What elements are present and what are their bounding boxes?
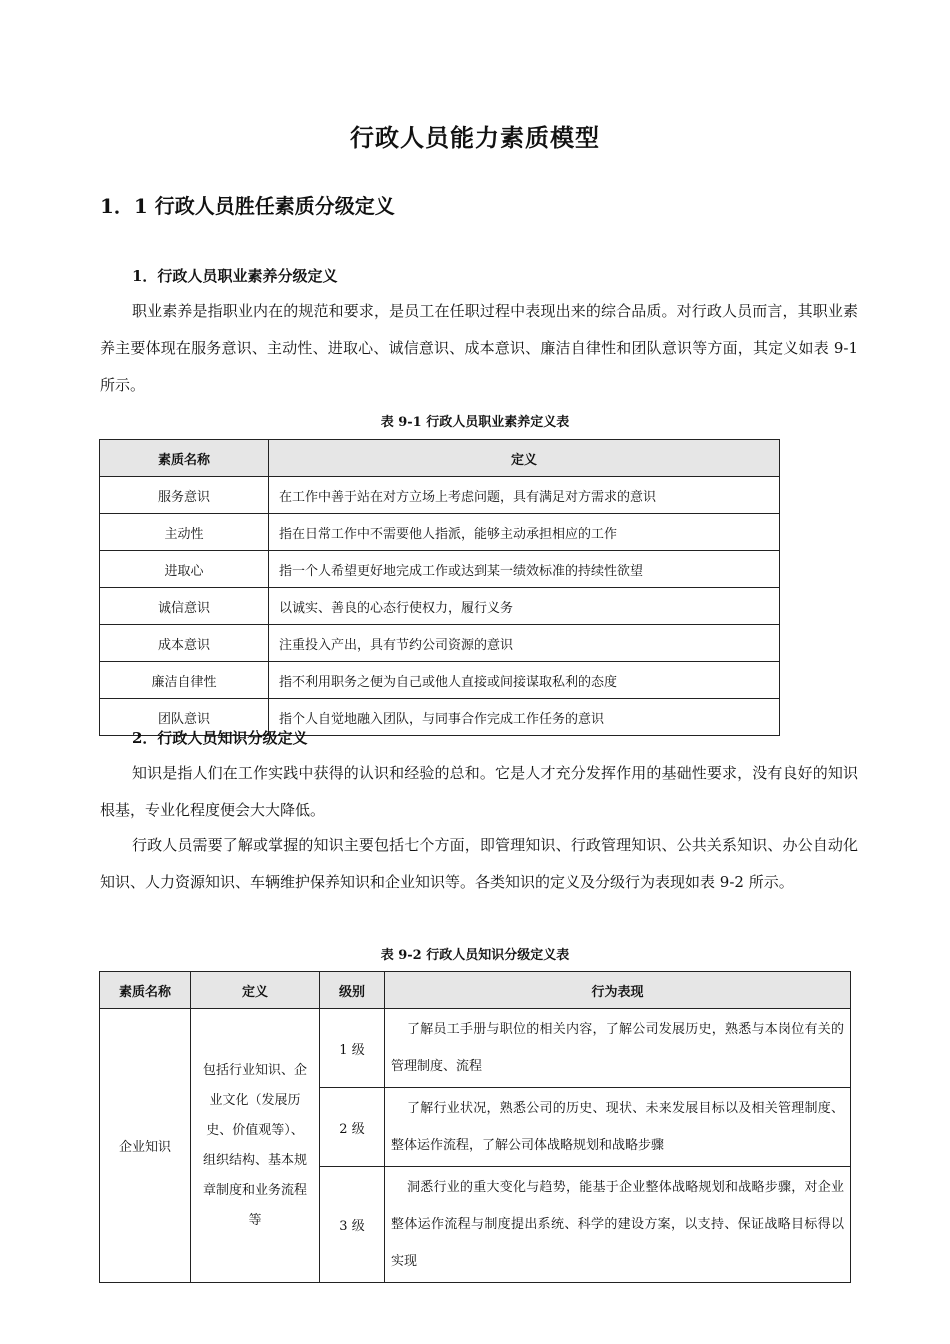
knowledge-definition: 包括行业知识、企业文化（发展历史、价值观等）、组织结构、基本规章制度和业务流程等 xyxy=(191,1009,320,1283)
table-row xyxy=(100,551,780,588)
quality-name: 廉洁自律性 xyxy=(100,662,269,699)
subsection-heading-1: 1．行政人员职业素养分级定义 xyxy=(132,267,338,285)
table-header-cell: 行为表现 xyxy=(385,972,851,1009)
table-header-cell: 定义 xyxy=(269,440,780,477)
paragraph-knowledge-scope: 行政人员需要了解或掌握的知识主要包括七个方面，即管理知识、行政管理知识、公共关系知识、办公自动化知识、人力资源知识、车辆维护保养知识和企业知识等。各类知识的定义及分级行为表现如表 9-2 所示。 xyxy=(100,836,858,891)
section-heading: 1．1 行政人员胜任素质分级定义 xyxy=(100,194,395,218)
quality-definition: 指个人自觉地融入团队，与同事合作完成工作任务的意识 xyxy=(269,699,780,736)
level-behavior: 了解行业状况，熟悉公司的历史、现状、未来发展目标以及相关管理制度、整体运作流程，了解公司体战略规划和战略步骤 xyxy=(385,1088,851,1167)
knowledge-level: 2 级 xyxy=(320,1088,385,1167)
quality-name: 服务意识 xyxy=(100,477,269,514)
quality-name: 主动性 xyxy=(100,514,269,551)
level-behavior: 了解员工手册与职位的相关内容，了解公司发展历史，熟悉与本岗位有关的管理制度、流程 xyxy=(385,1009,851,1088)
quality-definition: 指一个人希望更好地完成工作或达到某一绩效标准的持续性欲望 xyxy=(269,551,780,588)
quality-definition: 指在日常工作中不需要他人指派，能够主动承担相应的工作 xyxy=(269,514,780,551)
table-row xyxy=(100,477,780,514)
table-professional-quality xyxy=(99,439,780,736)
knowledge-level: 1 级 xyxy=(320,1009,385,1088)
level-behavior: 洞悉行业的重大变化与趋势，能基于企业整体战略规划和战略步骤，对企业整体运作流程与制度提出系统、科学的建设方案，以支持、保证战略目标得以实现 xyxy=(385,1167,851,1283)
knowledge-level: 3 级 xyxy=(320,1167,385,1283)
table-row xyxy=(100,625,780,662)
paragraph-knowledge-definition: 知识是指人们在工作实践中获得的认识和经验的总和。它是人才充分发挥作用的基础性要求，没有良好的知识根基，专业化程度便会大大降低。 xyxy=(100,764,858,819)
table-header-cell: 素质名称 xyxy=(100,440,269,477)
quality-definition: 注重投入产出，具有节约公司资源的意识 xyxy=(269,625,780,662)
quality-name: 成本意识 xyxy=(100,625,269,662)
quality-name: 诚信意识 xyxy=(100,588,269,625)
quality-definition: 以诚实、善良的心态行使权力，履行义务 xyxy=(269,588,780,625)
table-header-cell: 级别 xyxy=(320,972,385,1009)
table-2-caption: 表 9-2 行政人员知识分级定义表 xyxy=(380,948,570,963)
table-knowledge-levels xyxy=(99,971,851,1283)
table-header-row xyxy=(100,972,851,1009)
quality-definition: 指不利用职务之便为自己或他人直接或间接谋取私利的态度 xyxy=(269,662,780,699)
table-row xyxy=(100,662,780,699)
quality-definition: 在工作中善于站在对方立场上考虑问题，具有满足对方需求的意识 xyxy=(269,477,780,514)
table-header-cell: 素质名称 xyxy=(100,972,191,1009)
paragraph-professional-quality: 职业素养是指职业内在的规范和要求，是员工在任职过程中表现出来的综合品质。对行政人员而言，其职业素养主要体现在服务意识、主动性、进取心、诚信意识、成本意识、廉洁自律性和团队意识等方面，其定义如表 9-1 所示。 xyxy=(100,302,858,394)
table-row xyxy=(100,1009,851,1088)
subsection-heading-2: 2．行政人员知识分级定义 xyxy=(132,729,308,747)
table-row xyxy=(100,514,780,551)
quality-name: 团队意识 xyxy=(100,699,269,736)
document-title: 行政人员能力素质模型 xyxy=(350,123,600,152)
table-header-row xyxy=(100,440,780,477)
table-header-cell: 定义 xyxy=(191,972,320,1009)
knowledge-name: 企业知识 xyxy=(100,1009,191,1283)
table-1-caption: 表 9-1 行政人员职业素养定义表 xyxy=(380,415,570,430)
table-row xyxy=(100,588,780,625)
quality-name: 进取心 xyxy=(100,551,269,588)
